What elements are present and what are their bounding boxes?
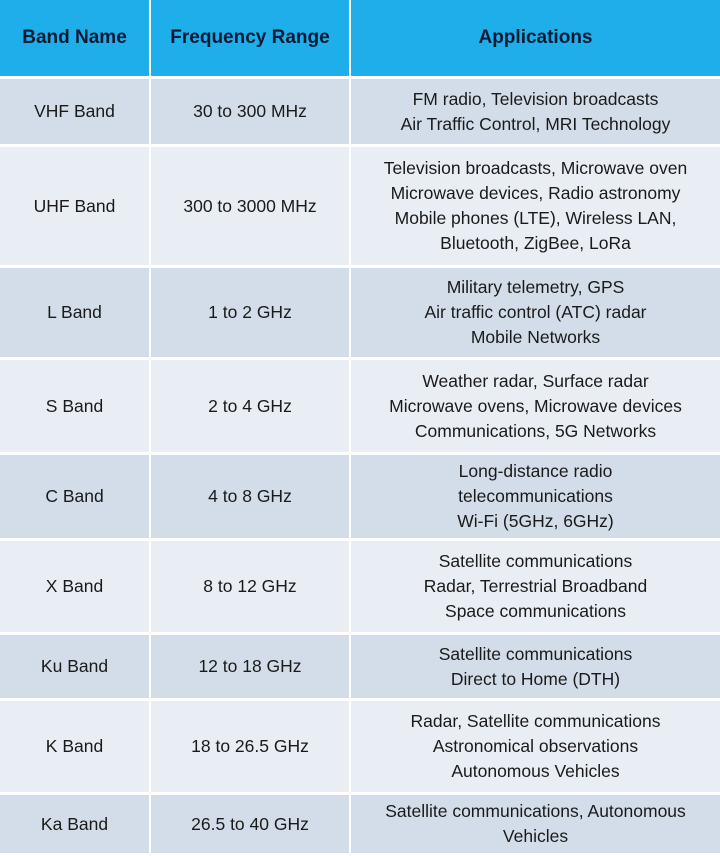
application-line: Microwave devices, Radio astronomy: [390, 183, 681, 203]
frequency-range-cell: 26.5 to 40 GHz: [150, 794, 350, 855]
application-line: Direct to Home (DTH): [450, 668, 621, 689]
band-name-cell: UHF Band: [0, 146, 150, 267]
application-line: Microwave ovens, Microwave devices: [389, 395, 682, 416]
band-name-cell: VHF Band: [0, 78, 150, 146]
application-line: Mobile phones (LTE), Wireless LAN,: [394, 208, 677, 228]
application-line: Television broadcasts, Microwave oven: [383, 158, 688, 178]
table-row: [0, 146, 720, 267]
applications-cell: [350, 634, 720, 700]
application-line: telecommunications: [458, 486, 613, 506]
application-line: Communications, 5G Networks: [414, 420, 657, 441]
applications-cell: [350, 78, 720, 146]
applications-cell: [350, 146, 720, 267]
application-line: Radar, Terrestrial Broadband: [423, 576, 648, 596]
application-line: Bluetooth, ZigBee, LoRa: [440, 233, 631, 253]
table-row: [0, 454, 720, 540]
application-line: Astronomical observations: [432, 736, 639, 756]
application-line: Air traffic control (ATC) radar: [424, 302, 647, 322]
header-frequency-range: Frequency Range: [150, 0, 350, 78]
band-name-cell: K Band: [0, 700, 150, 794]
frequency-range-cell: 2 to 4 GHz: [150, 359, 350, 454]
frequency-range-cell: 12 to 18 GHz: [150, 634, 350, 700]
table-row: [0, 267, 720, 359]
band-name-cell: Ka Band: [0, 794, 150, 855]
frequency-range-cell: 1 to 2 GHz: [150, 267, 350, 359]
application-line: Space communications: [445, 601, 626, 621]
table-row: [0, 540, 720, 634]
applications-cell: [350, 267, 720, 359]
table-row: [0, 359, 720, 454]
band-name-cell: L Band: [0, 267, 150, 359]
application-line: Long-distance radio: [458, 461, 613, 481]
table-header-row: [0, 0, 720, 78]
table-row: [0, 634, 720, 700]
table-row: [0, 78, 720, 146]
application-line: Satellite communications: [438, 551, 633, 571]
application-line: Mobile Networks: [470, 327, 601, 347]
application-line: Satellite communications, Autonomous: [385, 801, 686, 821]
table-row: [0, 700, 720, 794]
band-name-cell: S Band: [0, 359, 150, 454]
application-line: Wi-Fi (5GHz, 6GHz): [457, 511, 614, 531]
frequency-range-cell: 8 to 12 GHz: [150, 540, 350, 634]
frequency-range-cell: 30 to 300 MHz: [150, 78, 350, 146]
applications-cell: [350, 454, 720, 540]
application-line: Air Traffic Control, MRI Technology: [400, 113, 671, 134]
applications-cell: [350, 794, 720, 855]
application-line: Military telemetry, GPS: [446, 277, 625, 297]
frequency-range-cell: 4 to 8 GHz: [150, 454, 350, 540]
application-line: Satellite communications: [438, 643, 633, 664]
band-name-cell: Ku Band: [0, 634, 150, 700]
header-applications: Applications: [350, 0, 720, 78]
band-name-cell: C Band: [0, 454, 150, 540]
applications-cell: [350, 359, 720, 454]
application-line: Weather radar, Surface radar: [422, 370, 649, 391]
application-line: Radar, Satellite communications: [410, 711, 661, 731]
header-band-name: Band Name: [0, 0, 150, 78]
applications-cell: [350, 700, 720, 794]
band-name-cell: X Band: [0, 540, 150, 634]
table-row: [0, 794, 720, 855]
application-line: FM radio, Television broadcasts: [412, 88, 659, 109]
applications-cell: [350, 540, 720, 634]
frequency-range-cell: 300 to 3000 MHz: [150, 146, 350, 267]
application-line: Vehicles: [502, 826, 569, 846]
application-line: Autonomous Vehicles: [451, 761, 620, 781]
frequency-range-cell: 18 to 26.5 GHz: [150, 700, 350, 794]
